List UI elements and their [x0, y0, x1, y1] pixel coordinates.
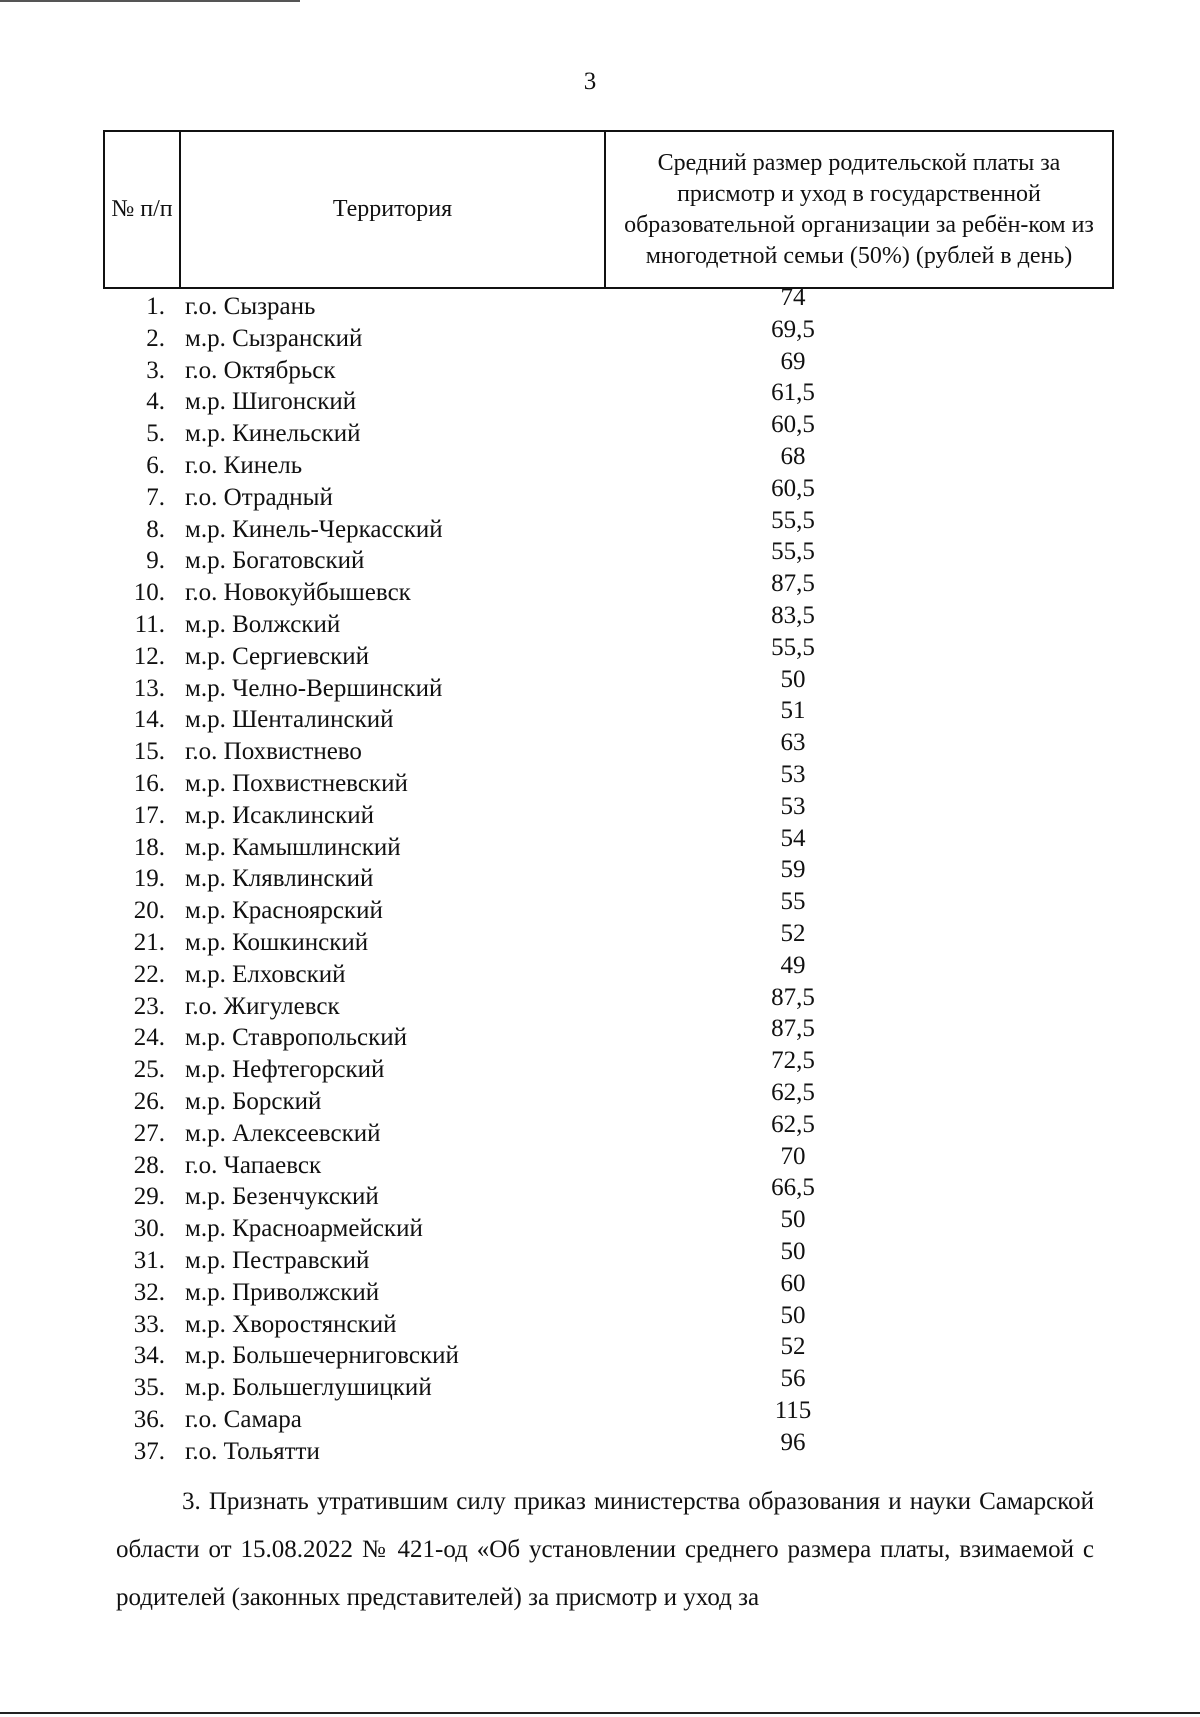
- fee-value: 72,5: [771, 1047, 815, 1075]
- fee-value: 49: [780, 951, 806, 979]
- table-row: [103, 665, 1082, 704]
- territory-name: м.р. Елховский: [185, 960, 346, 988]
- fee-value: 50: [780, 1206, 806, 1234]
- table-row: [103, 1110, 1082, 1149]
- row-number: 36.: [133, 1405, 165, 1433]
- fee-value: 51: [780, 697, 806, 725]
- table-row: [103, 1333, 1082, 1371]
- table-row: [103, 570, 1082, 608]
- fee-value: 66,5: [771, 1174, 815, 1202]
- territory-name: м.р. Безенчукский: [185, 1183, 379, 1211]
- row-number: 13.: [133, 674, 165, 702]
- territory-name: г.о. Сызрань: [185, 293, 316, 320]
- row-number: 2.: [146, 324, 165, 352]
- territory-name: м.р. Челно-Вершинский: [185, 674, 443, 702]
- row-number: 11.: [134, 610, 165, 638]
- territory-name: м.р. Борский: [185, 1087, 322, 1115]
- territory-name: м.р. Хворостянский: [185, 1310, 397, 1338]
- paragraph-item-3: 3. Признать утратившим силу приказ министерства образования и науки Самарской области от 15.08.2022 № 421-од «Об установлении среднего размера платы, взимаемой с родителей (законных представителей) за присмотр и уход за: [116, 1488, 1094, 1611]
- table-row: [103, 1269, 1082, 1308]
- table-row: [103, 1237, 1082, 1276]
- table-row: [103, 1396, 1082, 1435]
- table-row: [103, 442, 1082, 481]
- row-number: 24.: [133, 1024, 165, 1052]
- top-edge-line: [0, 0, 300, 2]
- fee-value: 56: [780, 1365, 806, 1393]
- row-number: 31.: [133, 1246, 165, 1274]
- row-number: 14.: [133, 706, 165, 734]
- territory-name: м.р. Ставропольский: [185, 1024, 407, 1052]
- table-row: [103, 1301, 1082, 1340]
- territory-name: м.р. Камышлинский: [185, 833, 401, 861]
- territory-name: м.р. Богатовский: [185, 547, 365, 575]
- table-row: [103, 1174, 1082, 1212]
- table-row: [103, 315, 1082, 354]
- row-number: 30.: [133, 1215, 165, 1243]
- fee-value: 53: [780, 760, 806, 788]
- territory-name: м.р. Кошкинский: [185, 928, 369, 956]
- bottom-edge-line: [0, 1712, 1200, 1714]
- fee-value: 50: [780, 1301, 806, 1329]
- territory-name: м.р. Нефтегорский: [185, 1056, 385, 1084]
- row-number: 6.: [146, 451, 165, 479]
- territory-name: г.о. Чапаевск: [185, 1151, 322, 1179]
- territory-name: г.о. Жигулевск: [185, 992, 340, 1020]
- table-row: [103, 856, 1082, 894]
- fee-value: 87,5: [771, 570, 815, 598]
- row-number: 20.: [133, 897, 165, 925]
- fee-value: 69,5: [771, 315, 815, 343]
- table-row: [103, 919, 1082, 958]
- territory-name: м.р. Красноармейский: [185, 1215, 423, 1243]
- table-header: [103, 130, 1114, 289]
- territory-name: м.р. Сызранский: [185, 324, 363, 352]
- fee-value: 53: [780, 792, 806, 820]
- fee-value: 60: [780, 1269, 806, 1297]
- territory-name: г.о. Тольятти: [185, 1437, 320, 1465]
- territory-name: м.р. Клявлинский: [185, 865, 374, 893]
- fee-value: 54: [780, 824, 806, 852]
- fee-value: 69: [780, 347, 806, 375]
- table-row: [103, 1047, 1082, 1085]
- row-number: 17.: [133, 801, 165, 829]
- fee-value: 55: [780, 888, 806, 916]
- fee-value: 70: [780, 1142, 806, 1170]
- row-number: 21.: [133, 928, 165, 956]
- territory-name: м.р. Сергиевский: [185, 642, 370, 670]
- table-row: [103, 1206, 1082, 1244]
- territory-name: м.р. Кинельский: [185, 420, 361, 448]
- territory-name: м.р. Большеглушицкий: [185, 1374, 432, 1402]
- table-row: [103, 284, 1082, 322]
- header-value: Средний размер родительской платы за присмотр и уход в государственной образовательной организации за ребён-ком из многодетной семьи (50%) (рублей в день): [605, 131, 1113, 288]
- territory-name: м.р. Кинель-Черкасский: [185, 515, 443, 543]
- table-row: [103, 1142, 1082, 1181]
- fee-value: 62,5: [771, 1110, 815, 1138]
- territory-name: г.о. Похвистнево: [185, 738, 362, 766]
- territory-name: м.р. Волжский: [185, 610, 341, 638]
- table-row: [103, 1078, 1082, 1117]
- table-row: [103, 983, 1082, 1022]
- row-number: 12.: [133, 642, 165, 670]
- fee-value: 87,5: [771, 1015, 815, 1043]
- table-row: [103, 951, 1082, 990]
- table-row: [103, 506, 1082, 545]
- fee-value: 59: [780, 856, 806, 884]
- territory-name: м.р. Красноярский: [185, 897, 383, 925]
- table-row: [103, 474, 1082, 513]
- fee-value: 55,5: [771, 538, 815, 566]
- row-number: 4.: [146, 388, 165, 416]
- territory-name: г.о. Отрадный: [185, 483, 333, 511]
- fee-value: 63: [780, 729, 806, 757]
- table-row: [103, 1015, 1082, 1053]
- row-number: 18.: [133, 833, 165, 861]
- fee-value: 62,5: [771, 1078, 815, 1106]
- territory-name: м.р. Алексеевский: [185, 1119, 381, 1147]
- territory-name: м.р. Исаклинский: [185, 801, 375, 829]
- table-row: [103, 888, 1082, 926]
- header-territory: Территория: [180, 131, 605, 288]
- row-number: 5.: [146, 420, 165, 448]
- fee-value: 55,5: [771, 506, 815, 534]
- row-number: 34.: [133, 1342, 165, 1370]
- fee-value: 87,5: [771, 983, 815, 1011]
- fee-value: 61,5: [771, 379, 815, 407]
- table-row: [103, 379, 1082, 417]
- table-row: [103, 633, 1082, 672]
- table-row: [103, 1365, 1082, 1403]
- row-number: 35.: [133, 1374, 165, 1402]
- table-row: [103, 824, 1082, 863]
- fee-value: 96: [780, 1428, 806, 1456]
- table-row: [103, 411, 1082, 449]
- row-number: 1.: [146, 293, 165, 320]
- territory-name: г.о. Новокуйбышевск: [185, 579, 411, 607]
- table-row: [103, 697, 1082, 735]
- table-row: [103, 538, 1082, 576]
- table-row: [103, 601, 1082, 640]
- territory-name: г.о. Октябрьск: [185, 356, 336, 384]
- territory-name: м.р. Приволжский: [185, 1278, 380, 1306]
- row-number: 15.: [133, 738, 165, 766]
- row-number: 28.: [133, 1151, 165, 1179]
- row-number: 10.: [133, 579, 165, 607]
- table-row: [103, 792, 1082, 831]
- row-number: 27.: [133, 1119, 165, 1147]
- row-number: 23.: [133, 992, 165, 1020]
- row-number: 32.: [133, 1278, 165, 1306]
- fee-value: 68: [780, 442, 806, 470]
- row-number: 37.: [133, 1437, 165, 1465]
- territory-name: м.р. Шигонский: [185, 388, 357, 416]
- territory-name: г.о. Самара: [185, 1405, 302, 1433]
- fee-value: 60,5: [771, 411, 815, 439]
- fee-value: 74: [780, 284, 806, 311]
- row-number: 29.: [133, 1183, 165, 1211]
- fee-value: 52: [780, 1333, 806, 1361]
- row-number: 7.: [146, 483, 165, 511]
- fee-value: 52: [780, 919, 806, 947]
- row-number: 25.: [133, 1056, 165, 1084]
- fee-value: 55,5: [771, 633, 815, 661]
- fee-value: 50: [780, 1237, 806, 1265]
- table-row: [103, 347, 1082, 386]
- row-number: 26.: [133, 1087, 165, 1115]
- fee-value: 50: [780, 665, 806, 693]
- row-number: 8.: [146, 515, 165, 543]
- row-number: 16.: [133, 769, 165, 797]
- fee-value: 115: [774, 1396, 812, 1424]
- row-number: 33.: [133, 1310, 165, 1338]
- territory-name: г.о. Кинель: [185, 451, 303, 479]
- fee-value: 83,5: [771, 601, 815, 629]
- territory-name: м.р. Похвистневский: [185, 769, 408, 797]
- territory-name: м.р. Шенталинский: [185, 706, 394, 734]
- header-number: № п/п: [104, 131, 180, 288]
- fee-value: 60,5: [771, 474, 815, 502]
- row-number: 3.: [146, 356, 165, 384]
- table-body: [103, 284, 1082, 1466]
- table-row: [103, 1428, 1082, 1467]
- page-number: 3: [583, 68, 597, 95]
- row-number: 22.: [133, 960, 165, 988]
- row-number: 9.: [146, 547, 165, 575]
- table-row: [103, 729, 1082, 767]
- territory-name: м.р. Пестравский: [185, 1246, 370, 1274]
- table-row: [103, 760, 1082, 799]
- row-number: 19.: [133, 865, 165, 893]
- territory-name: м.р. Большечерниговский: [185, 1342, 459, 1370]
